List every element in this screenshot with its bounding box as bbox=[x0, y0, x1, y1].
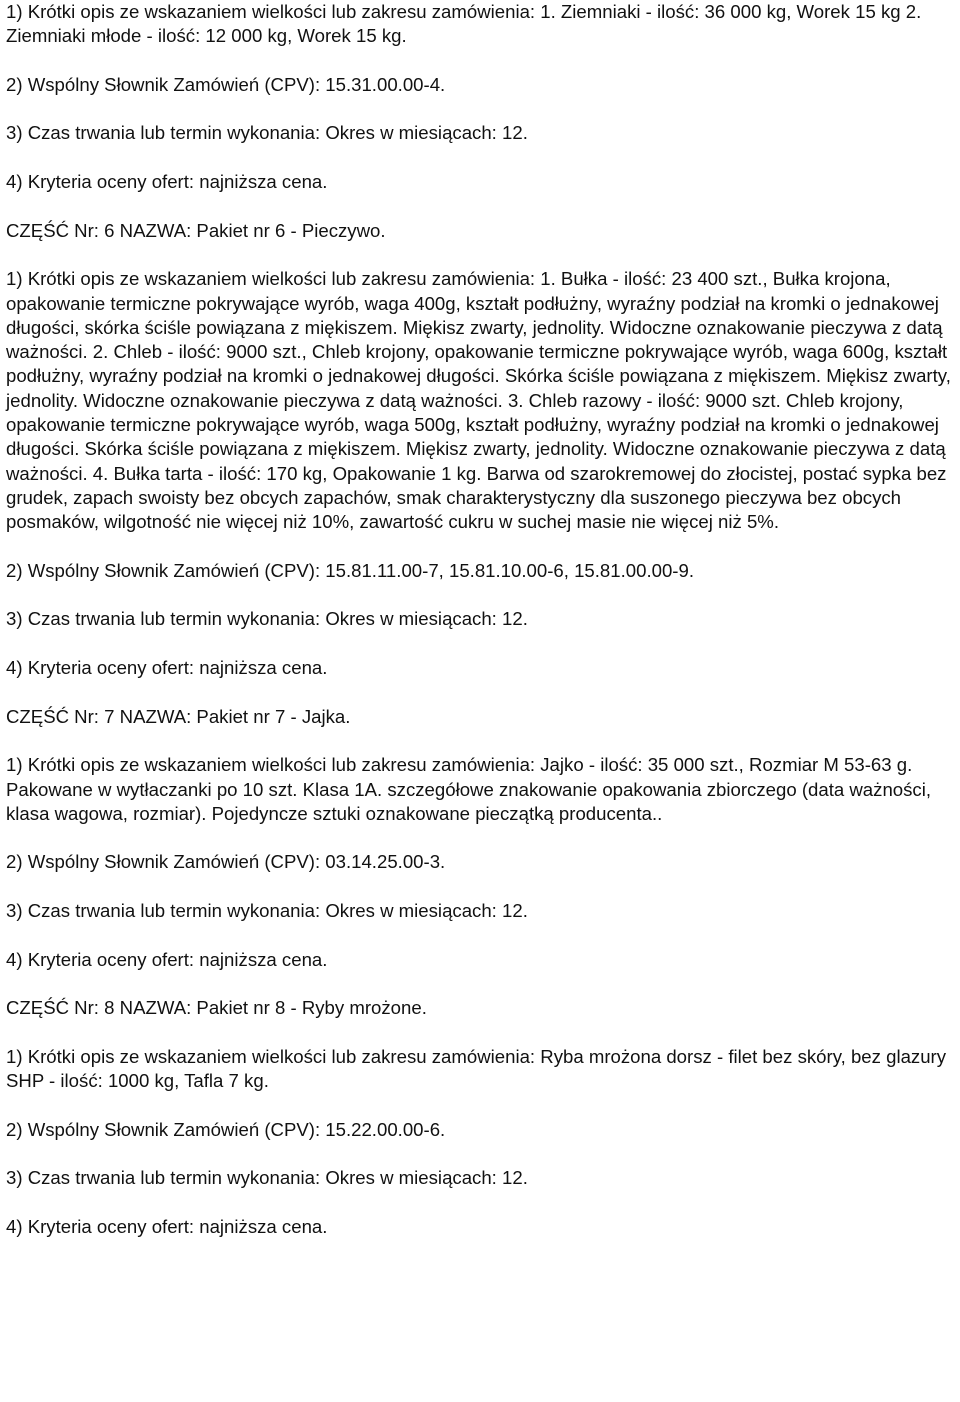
part6-criteria: 4) Kryteria oceny ofert: najniższa cena. bbox=[6, 657, 328, 679]
part7-duration: 3) Czas trwania lub termin wykonania: Okres w miesiącach: 12. bbox=[6, 899, 528, 921]
part6-duration: 3) Czas trwania lub termin wykonania: Okres w miesiącach: 12. bbox=[6, 608, 528, 630]
part5-duration: 3) Czas trwania lub termin wykonania: Okres w miesiącach: 12. bbox=[6, 122, 528, 144]
part7-criteria: 4) Kryteria oceny ofert: najniższa cena. bbox=[6, 948, 328, 970]
document-page bbox=[6, 0, 956, 1239]
part8-duration: 3) Czas trwania lub termin wykonania: Okres w miesiącach: 12. bbox=[6, 1167, 528, 1189]
part8-cpv: 2) Wspólny Słownik Zamówień (CPV): 15.22.00.00-6. bbox=[6, 1118, 446, 1140]
part7-heading: CZĘŚĆ Nr: 7 NAZWA: Pakiet nr 7 - Jajka. bbox=[6, 705, 351, 727]
part5-criteria: 4) Kryteria oceny ofert: najniższa cena. bbox=[6, 171, 328, 193]
part6-description: 1) Krótki opis ze wskazaniem wielkości lub zakresu zamówienia: 1. Bułka - ilość: 23 400 szt., Bułka krojona, opakowanie termiczne pokrywające wyrób, waga 400g, kształt podłużny, wyraźny podział na kromki o jednakowej długości, skórka ściśle powiązana z miękiszem. Miękisz zwarty, jednolity. Widoczne oznakowanie pieczywa z datą ważności. 2. Chleb - ilość: 9000 szt., Chleb krojony, opakowanie termiczne pokrywające wyrób, waga 600g, kształt podłużny, wyraźny podział na kromki o jednakowej długości. Skórka ściśle powiązana z miękiszem. Miękisz zwarty, jednolity. Widoczne oznakowanie pieczywa z datą ważności. 3. Chleb razowy - ilość: 9000 szt. Chleb krojony, opakowanie termiczne pokrywające wyrób, waga 500g, kształt podłużny, wyraźny podział na kromki o jednakowej długości. Skórka ściśle powiązana z miękiszem. Miękisz zwarty, jednolity. Widoczne oznakowanie pieczywa z datą ważności. 4. Bułka tarta - ilość: 170 kg, Opakowanie 1 kg. Barwa od szarokremowej do złocistej, postać sypka bez grudek, zapach swoisty bez obcych zapachów, smak charakterystyczny dla suszonego pieczywa bez obcych posmaków, wilgotność nie więcej niż 10%, zawartość cukru w suchej masie nie więcej niż 5%. bbox=[6, 268, 951, 533]
part5-description: 1) Krótki opis ze wskazaniem wielkości lub zakresu zamówienia: 1. Ziemniaki - ilość: 36 000 kg, Worek 15 kg 2. Ziemniaki młode - ilość: 12 000 kg, Worek 15 kg. bbox=[6, 1, 922, 47]
part7-cpv: 2) Wspólny Słownik Zamówień (CPV): 03.14.25.00-3. bbox=[6, 851, 446, 873]
part5-cpv: 2) Wspólny Słownik Zamówień (CPV): 15.31.00.00-4. bbox=[6, 73, 446, 95]
part6-heading: CZĘŚĆ Nr: 6 NAZWA: Pakiet nr 6 - Pieczywo. bbox=[6, 219, 386, 241]
part7-description: 1) Krótki opis ze wskazaniem wielkości lub zakresu zamówienia: Jajko - ilość: 35 000 szt., Rozmiar M 53-63 g. Pakowane w wytłaczanki po 10 szt. Klasa 1A. szczegółowe znakowanie opakowania zbiorczego (data ważności, klasa wagowa, rozmiar). Pojedyncze sztuki oznakowane pieczątką producenta.. bbox=[6, 754, 932, 824]
part8-heading: CZĘŚĆ Nr: 8 NAZWA: Pakiet nr 8 - Ryby mrożone. bbox=[6, 997, 427, 1019]
part8-description: 1) Krótki opis ze wskazaniem wielkości lub zakresu zamówienia: Ryba mrożona dorsz - filet bez skóry, bez glazury SHP - ilość: 1000 kg, Tafla 7 kg. bbox=[6, 1045, 947, 1092]
part8-criteria: 4) Kryteria oceny ofert: najniższa cena. bbox=[6, 1215, 328, 1237]
part6-cpv: 2) Wspólny Słownik Zamówień (CPV): 15.81.11.00-7, 15.81.10.00-6, 15.81.00.00-9. bbox=[6, 559, 695, 581]
